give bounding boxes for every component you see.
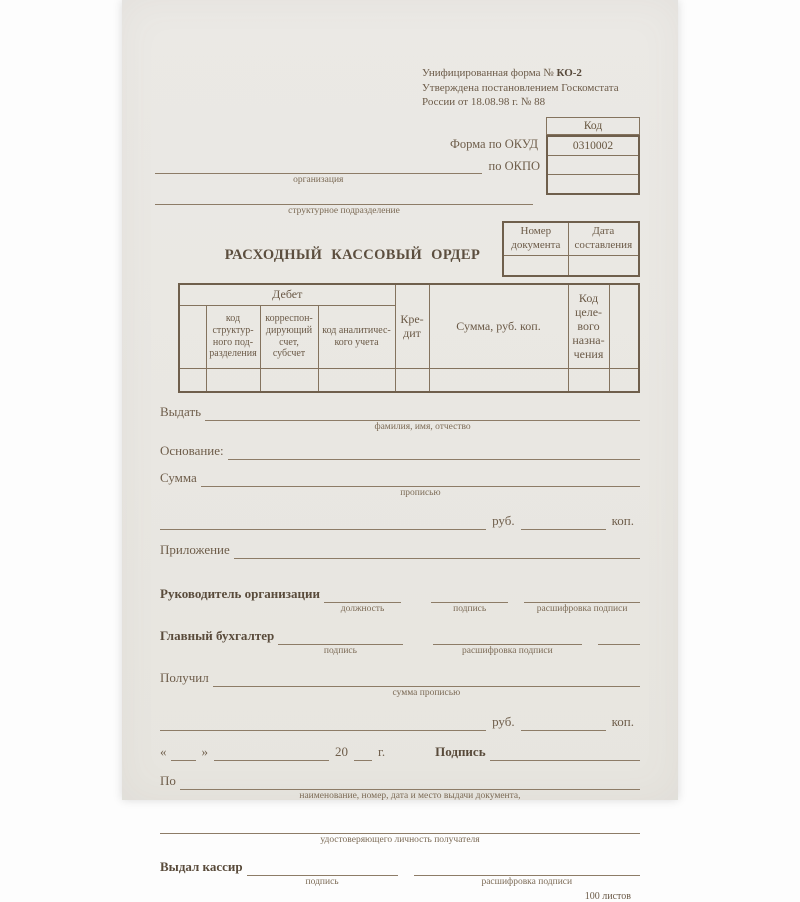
kop-blank-line-2: [521, 713, 606, 731]
account-table-empty-cell: [206, 368, 260, 392]
approval-note-line3: России от 18.08.98 г. № 88: [422, 96, 546, 109]
doc-meta-table: [502, 221, 640, 277]
spare-col-header: [609, 284, 639, 369]
signature-full-caption: расшифровка подписи: [481, 876, 573, 887]
signature-full-caption: расшифровка подписи: [462, 645, 553, 656]
corresponding-account-subheader: корреспон-дирующий счет, субсчет: [260, 305, 318, 368]
signature-label: Подпись: [435, 743, 486, 759]
by-document-label: По: [160, 772, 176, 788]
account-table-empty-cell: [318, 368, 395, 392]
cashier-signature-line: [247, 858, 398, 876]
approval-note-line2: Утверждена постановлением Госкомстата: [422, 81, 619, 94]
cashier-label: Выдал кассир: [160, 858, 243, 874]
amount-blank-line: [201, 469, 640, 487]
okud-code-value: 0310002: [572, 139, 614, 152]
accountant-signature-line: [278, 627, 402, 645]
received-label: Получил: [160, 669, 209, 685]
paper-form-sheet: [122, 0, 678, 902]
subdivision-blank-line: [155, 187, 533, 205]
quote-open: «: [160, 743, 167, 759]
manager-signature-name-line: [524, 585, 640, 603]
structural-code-subheader: код структур-ного под-разделения: [206, 305, 260, 368]
extra-code-cell: [548, 174, 638, 193]
amount-label: Сумма: [160, 469, 197, 485]
okpo-label: по ОКПО: [488, 158, 540, 173]
rub-label: руб.: [492, 512, 515, 528]
manager-signature-line: [431, 585, 508, 603]
account-table-empty-cell: [568, 368, 609, 392]
issue-to-caption: фамилия, имя, отчество: [374, 421, 471, 432]
kop-label: коп.: [611, 512, 634, 528]
date-signature-row: [160, 743, 640, 761]
rub-blank-line: [160, 512, 486, 530]
year-blank-line: [354, 743, 372, 761]
attachment-blank-line: [234, 541, 640, 559]
rub-blank-line-2: [160, 713, 486, 731]
signature-caption: подпись: [305, 876, 339, 887]
approval-note: [422, 66, 656, 110]
month-blank-line: [214, 743, 329, 761]
accountant-extra-line: [598, 627, 640, 645]
rub-label: руб.: [492, 713, 515, 729]
kop-blank-line: [521, 512, 606, 530]
amount-caption: прописью: [400, 487, 441, 498]
identity-document-line-2: [160, 816, 640, 834]
identity-document-row: [160, 772, 640, 802]
identity-document-row-2: [160, 816, 640, 846]
day-blank-line: [171, 743, 196, 761]
codes-section: [155, 117, 640, 195]
okpo-code-cell: [548, 155, 638, 174]
account-table: [178, 283, 640, 393]
manager-position-line: [324, 585, 401, 603]
attachment-label: Приложение: [160, 541, 230, 557]
account-table-empty-cell: [609, 368, 639, 392]
credit-header: Кре-дит: [395, 284, 429, 369]
kop-label: коп.: [611, 713, 634, 729]
manager-signature-row: [160, 585, 640, 615]
position-caption: должность: [340, 603, 385, 614]
organization-blank-line: [155, 156, 482, 174]
sheets-count-note: 100 листов: [584, 890, 631, 902]
doc-number-header: Номер документа: [503, 222, 568, 256]
identity-document-caption-1: наименование, номер, дата и место выдачи документа,: [299, 790, 521, 801]
accountant-signature-row: [160, 627, 640, 657]
account-table-empty-cell: [395, 368, 429, 392]
debit-header: Дебет: [179, 284, 395, 306]
okud-label: Форма по ОКУД: [450, 136, 538, 151]
year-suffix: г.: [378, 743, 386, 759]
amount-header: Сумма, руб. коп.: [429, 284, 568, 369]
signature-full-caption: расшифровка подписи: [536, 603, 628, 614]
basis-label: Основание:: [160, 442, 224, 458]
basis-blank-line: [228, 442, 640, 460]
received-blank-line: [213, 669, 640, 687]
received-caption: сумма прописью: [392, 687, 461, 698]
analytic-code-subheader: код аналитичес-кого учета: [318, 305, 395, 368]
issue-to-row: [160, 403, 640, 433]
organization-caption: организация: [293, 174, 344, 185]
cashier-signature-row: [160, 858, 640, 888]
quote-close: »: [201, 743, 208, 759]
code-box: [546, 117, 640, 195]
signature-caption: подпись: [453, 603, 487, 614]
form-number: КО-2: [556, 67, 582, 79]
account-table-empty-cell: [260, 368, 318, 392]
accountant-signature-name-line: [433, 627, 582, 645]
subdivision-caption: структурное подразделение: [288, 205, 400, 216]
identity-document-line-1: [180, 772, 640, 790]
year-prefix: 20: [335, 743, 348, 759]
amount-row: [160, 469, 640, 499]
attachment-row: [160, 541, 640, 559]
doc-date-cell: [568, 255, 639, 276]
rub-kop-row: [160, 512, 640, 530]
code-box-header: Код: [546, 117, 640, 135]
subdivision-row: [155, 187, 533, 217]
approval-note-line1: Унифицированная форма № КО-2: [422, 67, 582, 79]
issue-to-label: Выдать: [160, 403, 202, 419]
form-ko2: [122, 0, 678, 902]
purpose-code-header: Код целе-вого назна-чения: [568, 284, 609, 369]
cashier-signature-name-line: [414, 858, 640, 876]
basis-row: [160, 442, 640, 460]
accountant-label: Главный бухгалтер: [160, 627, 275, 643]
issue-to-blank-line: [205, 403, 640, 421]
account-table-empty-cell: [179, 368, 206, 392]
form-title: РАСХОДНЫЙ КАССОВЫЙ ОРДЕР: [224, 246, 481, 263]
signature-blank-line: [490, 743, 640, 761]
received-row: [160, 669, 640, 699]
signature-caption: подпись: [323, 645, 357, 656]
doc-date-header: Дата составления: [568, 222, 639, 256]
rub-kop-row-2: [160, 713, 640, 731]
debit-spare-subheader: [179, 305, 206, 368]
identity-document-caption-2: удостоверяющего личность получателя: [320, 834, 480, 845]
doc-number-cell: [503, 255, 568, 276]
account-table-empty-cell: [429, 368, 568, 392]
manager-label: Руководитель организации: [160, 585, 320, 601]
